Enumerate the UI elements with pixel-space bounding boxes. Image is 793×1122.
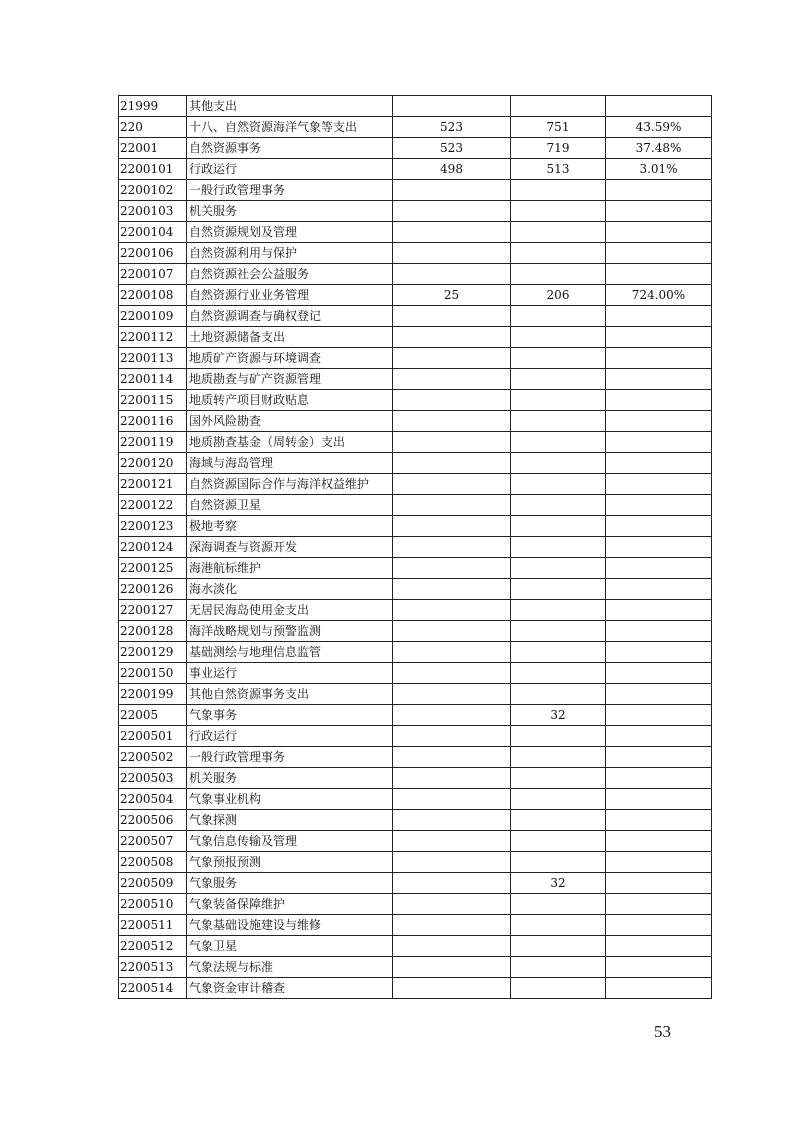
code-cell: 2200510 xyxy=(119,894,187,915)
value-cell-b: 32 xyxy=(511,873,606,894)
code-cell: 22001 xyxy=(119,138,187,159)
value-cell-a xyxy=(393,264,511,285)
value-cell-a xyxy=(393,537,511,558)
name-cell: 一般行政管理事务 xyxy=(187,180,393,201)
name-cell: 十八、自然资源海洋气象等支出 xyxy=(187,117,393,138)
code-cell: 2200127 xyxy=(119,600,187,621)
name-cell: 气象信息传输及管理 xyxy=(187,831,393,852)
value-cell-a xyxy=(393,369,511,390)
name-cell: 自然资源社会公益服务 xyxy=(187,264,393,285)
table-row xyxy=(119,432,712,453)
value-cell-b xyxy=(511,894,606,915)
name-cell: 自然资源国际合作与海洋权益维护 xyxy=(187,474,393,495)
value-cell-a xyxy=(393,96,511,117)
table-row xyxy=(119,348,712,369)
table-row xyxy=(119,117,712,138)
name-cell: 气象探测 xyxy=(187,810,393,831)
value-cell-c xyxy=(606,852,712,873)
value-cell-a xyxy=(393,663,511,684)
table-row xyxy=(119,180,712,201)
name-cell: 国外风险勘查 xyxy=(187,411,393,432)
table-row xyxy=(119,390,712,411)
budget-table xyxy=(118,95,712,999)
code-cell: 2200126 xyxy=(119,579,187,600)
name-cell: 气象装备保障维护 xyxy=(187,894,393,915)
value-cell-b: 513 xyxy=(511,159,606,180)
value-cell-a xyxy=(393,306,511,327)
name-cell: 地质矿产资源与环境调查 xyxy=(187,348,393,369)
value-cell-b xyxy=(511,495,606,516)
code-cell: 2200103 xyxy=(119,201,187,222)
value-cell-a xyxy=(393,516,511,537)
name-cell: 气象卫星 xyxy=(187,936,393,957)
table-row xyxy=(119,936,712,957)
name-cell: 自然资源规划及管理 xyxy=(187,222,393,243)
name-cell: 海水淡化 xyxy=(187,579,393,600)
table-row xyxy=(119,222,712,243)
value-cell-b xyxy=(511,453,606,474)
table-row xyxy=(119,516,712,537)
code-cell: 2200116 xyxy=(119,411,187,432)
value-cell-c xyxy=(606,474,712,495)
value-cell-a: 25 xyxy=(393,285,511,306)
code-cell: 2200108 xyxy=(119,285,187,306)
budget-table-body xyxy=(119,96,712,999)
value-cell-c: 3.01% xyxy=(606,159,712,180)
value-cell-c xyxy=(606,915,712,936)
value-cell-b xyxy=(511,264,606,285)
value-cell-b xyxy=(511,852,606,873)
table-row xyxy=(119,684,712,705)
value-cell-a xyxy=(393,747,511,768)
value-cell-c xyxy=(606,600,712,621)
value-cell-c xyxy=(606,348,712,369)
value-cell-b xyxy=(511,306,606,327)
value-cell-a xyxy=(393,201,511,222)
code-cell: 2200112 xyxy=(119,327,187,348)
value-cell-c xyxy=(606,768,712,789)
value-cell-b xyxy=(511,516,606,537)
value-cell-a: 523 xyxy=(393,138,511,159)
value-cell-b: 206 xyxy=(511,285,606,306)
value-cell-c xyxy=(606,432,712,453)
value-cell-b xyxy=(511,936,606,957)
code-cell: 2200102 xyxy=(119,180,187,201)
value-cell-c xyxy=(606,222,712,243)
code-cell: 2200513 xyxy=(119,957,187,978)
value-cell-b xyxy=(511,474,606,495)
value-cell-b xyxy=(511,327,606,348)
table-row xyxy=(119,621,712,642)
value-cell-a xyxy=(393,327,511,348)
name-cell: 地质勘查基金（周转金）支出 xyxy=(187,432,393,453)
table-row xyxy=(119,537,712,558)
code-cell: 2200106 xyxy=(119,243,187,264)
value-cell-b xyxy=(511,621,606,642)
value-cell-b xyxy=(511,411,606,432)
value-cell-b xyxy=(511,180,606,201)
name-cell: 机关服务 xyxy=(187,201,393,222)
value-cell-a: 498 xyxy=(393,159,511,180)
code-cell: 2200114 xyxy=(119,369,187,390)
value-cell-c xyxy=(606,894,712,915)
value-cell-c: 37.48% xyxy=(606,138,712,159)
code-cell: 2200119 xyxy=(119,432,187,453)
value-cell-b xyxy=(511,789,606,810)
value-cell-a xyxy=(393,579,511,600)
value-cell-a xyxy=(393,957,511,978)
value-cell-b xyxy=(511,957,606,978)
name-cell: 气象事务 xyxy=(187,705,393,726)
table-row xyxy=(119,285,712,306)
name-cell: 气象资金审计稽查 xyxy=(187,978,393,999)
value-cell-c xyxy=(606,201,712,222)
code-cell: 2200503 xyxy=(119,768,187,789)
name-cell: 气象事业机构 xyxy=(187,789,393,810)
name-cell: 海洋战略规划与预警监测 xyxy=(187,621,393,642)
code-cell: 2200104 xyxy=(119,222,187,243)
value-cell-a xyxy=(393,768,511,789)
code-cell: 2200514 xyxy=(119,978,187,999)
value-cell-c xyxy=(606,390,712,411)
value-cell-c xyxy=(606,411,712,432)
value-cell-a xyxy=(393,978,511,999)
name-cell: 自然资源卫星 xyxy=(187,495,393,516)
name-cell: 无居民海岛使用金支出 xyxy=(187,600,393,621)
value-cell-c xyxy=(606,306,712,327)
value-cell-b xyxy=(511,810,606,831)
name-cell: 一般行政管理事务 xyxy=(187,747,393,768)
table-row xyxy=(119,726,712,747)
value-cell-c xyxy=(606,369,712,390)
value-cell-b xyxy=(511,390,606,411)
value-cell-a xyxy=(393,243,511,264)
table-row xyxy=(119,915,712,936)
code-cell: 2200123 xyxy=(119,516,187,537)
value-cell-c xyxy=(606,705,712,726)
name-cell: 气象服务 xyxy=(187,873,393,894)
code-cell: 2200122 xyxy=(119,495,187,516)
value-cell-a xyxy=(393,915,511,936)
value-cell-a xyxy=(393,810,511,831)
value-cell-c xyxy=(606,789,712,810)
value-cell-a xyxy=(393,432,511,453)
value-cell-b xyxy=(511,432,606,453)
name-cell: 机关服务 xyxy=(187,768,393,789)
value-cell-b xyxy=(511,348,606,369)
value-cell-b xyxy=(511,537,606,558)
value-cell-c xyxy=(606,243,712,264)
value-cell-c xyxy=(606,495,712,516)
value-cell-a xyxy=(393,453,511,474)
value-cell-c xyxy=(606,621,712,642)
table-row xyxy=(119,264,712,285)
table-row xyxy=(119,201,712,222)
name-cell: 地质勘查与矿产资源管理 xyxy=(187,369,393,390)
value-cell-a: 523 xyxy=(393,117,511,138)
table-row xyxy=(119,453,712,474)
table-row xyxy=(119,138,712,159)
value-cell-c xyxy=(606,327,712,348)
table-row xyxy=(119,747,712,768)
value-cell-b xyxy=(511,96,606,117)
name-cell: 气象基础设施建设与维修 xyxy=(187,915,393,936)
name-cell: 行政运行 xyxy=(187,726,393,747)
value-cell-c xyxy=(606,684,712,705)
table-row xyxy=(119,579,712,600)
table-row xyxy=(119,642,712,663)
table-row xyxy=(119,495,712,516)
table-row xyxy=(119,705,712,726)
table-row xyxy=(119,474,712,495)
code-cell: 21999 xyxy=(119,96,187,117)
value-cell-c xyxy=(606,453,712,474)
table-row xyxy=(119,873,712,894)
value-cell-a xyxy=(393,789,511,810)
value-cell-a xyxy=(393,180,511,201)
table-row xyxy=(119,558,712,579)
table-row xyxy=(119,852,712,873)
code-cell: 2200509 xyxy=(119,873,187,894)
value-cell-b xyxy=(511,222,606,243)
code-cell: 22005 xyxy=(119,705,187,726)
value-cell-c xyxy=(606,96,712,117)
name-cell: 海域与海岛管理 xyxy=(187,453,393,474)
value-cell-b xyxy=(511,558,606,579)
code-cell: 2200506 xyxy=(119,810,187,831)
value-cell-b xyxy=(511,663,606,684)
value-cell-c xyxy=(606,726,712,747)
value-cell-b xyxy=(511,726,606,747)
code-cell: 2200501 xyxy=(119,726,187,747)
value-cell-c: 43.59% xyxy=(606,117,712,138)
value-cell-b xyxy=(511,579,606,600)
table-row xyxy=(119,306,712,327)
name-cell: 地质转产项目财政贴息 xyxy=(187,390,393,411)
name-cell: 其他自然资源事务支出 xyxy=(187,684,393,705)
value-cell-a xyxy=(393,558,511,579)
code-cell: 2200107 xyxy=(119,264,187,285)
code-cell: 2200129 xyxy=(119,642,187,663)
code-cell: 2200121 xyxy=(119,474,187,495)
value-cell-a xyxy=(393,726,511,747)
code-cell: 2200101 xyxy=(119,159,187,180)
value-cell-c xyxy=(606,747,712,768)
value-cell-b xyxy=(511,600,606,621)
value-cell-c xyxy=(606,936,712,957)
code-cell: 2200125 xyxy=(119,558,187,579)
value-cell-b xyxy=(511,201,606,222)
value-cell-b xyxy=(511,978,606,999)
value-cell-a xyxy=(393,873,511,894)
table-row xyxy=(119,789,712,810)
value-cell-b xyxy=(511,243,606,264)
name-cell: 海港航标维护 xyxy=(187,558,393,579)
name-cell: 深海调查与资源开发 xyxy=(187,537,393,558)
value-cell-b xyxy=(511,747,606,768)
value-cell-b xyxy=(511,369,606,390)
code-cell: 2200511 xyxy=(119,915,187,936)
table-row xyxy=(119,894,712,915)
value-cell-a xyxy=(393,600,511,621)
value-cell-a xyxy=(393,705,511,726)
code-cell: 2200109 xyxy=(119,306,187,327)
page-number: 53 xyxy=(654,1022,671,1041)
code-cell: 2200150 xyxy=(119,663,187,684)
table-row xyxy=(119,957,712,978)
table-row xyxy=(119,96,712,117)
name-cell: 气象法规与标准 xyxy=(187,957,393,978)
value-cell-c xyxy=(606,810,712,831)
name-cell: 其他支出 xyxy=(187,96,393,117)
table-row xyxy=(119,243,712,264)
value-cell-c xyxy=(606,180,712,201)
value-cell-c xyxy=(606,516,712,537)
code-cell: 2200507 xyxy=(119,831,187,852)
name-cell: 气象预报预测 xyxy=(187,852,393,873)
value-cell-a xyxy=(393,894,511,915)
value-cell-c xyxy=(606,873,712,894)
code-cell: 2200508 xyxy=(119,852,187,873)
table-row xyxy=(119,768,712,789)
table-row xyxy=(119,810,712,831)
value-cell-c xyxy=(606,831,712,852)
value-cell-a xyxy=(393,411,511,432)
value-cell-a xyxy=(393,852,511,873)
name-cell: 基础测绘与地理信息监管 xyxy=(187,642,393,663)
table-row xyxy=(119,978,712,999)
name-cell: 土地资源储备支出 xyxy=(187,327,393,348)
value-cell-c xyxy=(606,264,712,285)
value-cell-a xyxy=(393,495,511,516)
name-cell: 自然资源利用与保护 xyxy=(187,243,393,264)
value-cell-c xyxy=(606,978,712,999)
value-cell-c xyxy=(606,642,712,663)
table-row xyxy=(119,159,712,180)
name-cell: 自然资源行业业务管理 xyxy=(187,285,393,306)
value-cell-c xyxy=(606,558,712,579)
value-cell-c xyxy=(606,537,712,558)
value-cell-b xyxy=(511,768,606,789)
value-cell-b: 32 xyxy=(511,705,606,726)
value-cell-b xyxy=(511,915,606,936)
name-cell: 极地考察 xyxy=(187,516,393,537)
code-cell: 2200504 xyxy=(119,789,187,810)
value-cell-a xyxy=(393,348,511,369)
value-cell-b xyxy=(511,642,606,663)
value-cell-c xyxy=(606,579,712,600)
value-cell-c xyxy=(606,957,712,978)
code-cell: 2200113 xyxy=(119,348,187,369)
value-cell-a xyxy=(393,642,511,663)
table-row xyxy=(119,327,712,348)
name-cell: 行政运行 xyxy=(187,159,393,180)
code-cell: 2200120 xyxy=(119,453,187,474)
value-cell-c xyxy=(606,663,712,684)
value-cell-b: 719 xyxy=(511,138,606,159)
table-row xyxy=(119,831,712,852)
name-cell: 事业运行 xyxy=(187,663,393,684)
value-cell-a xyxy=(393,390,511,411)
table-row xyxy=(119,369,712,390)
value-cell-b xyxy=(511,831,606,852)
code-cell: 2200199 xyxy=(119,684,187,705)
value-cell-c: 724.00% xyxy=(606,285,712,306)
code-cell: 2200502 xyxy=(119,747,187,768)
value-cell-a xyxy=(393,936,511,957)
table-row xyxy=(119,663,712,684)
table-row xyxy=(119,411,712,432)
table-row xyxy=(119,600,712,621)
value-cell-b xyxy=(511,684,606,705)
name-cell: 自然资源事务 xyxy=(187,138,393,159)
value-cell-a xyxy=(393,474,511,495)
value-cell-a xyxy=(393,621,511,642)
code-cell: 2200115 xyxy=(119,390,187,411)
code-cell: 2200124 xyxy=(119,537,187,558)
value-cell-a xyxy=(393,831,511,852)
value-cell-a xyxy=(393,222,511,243)
code-cell: 220 xyxy=(119,117,187,138)
name-cell: 自然资源调查与确权登记 xyxy=(187,306,393,327)
value-cell-b: 751 xyxy=(511,117,606,138)
code-cell: 2200512 xyxy=(119,936,187,957)
code-cell: 2200128 xyxy=(119,621,187,642)
value-cell-a xyxy=(393,684,511,705)
